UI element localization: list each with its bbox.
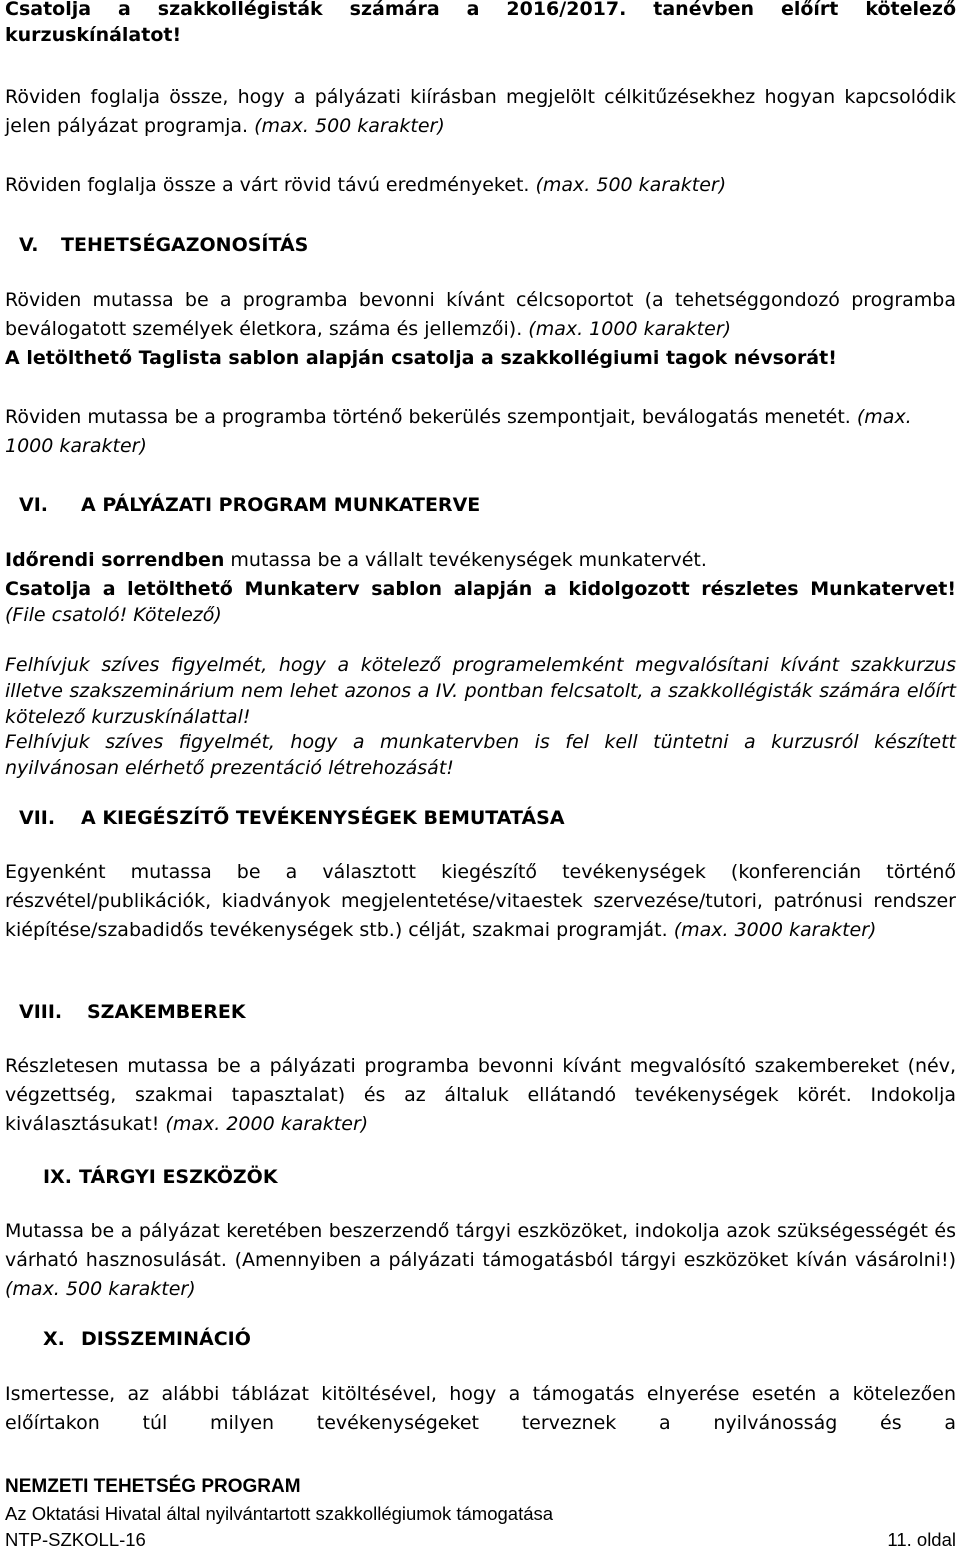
section-heading-ix: IX. TÁRGYI ESZKÖZÖK [43,1166,278,1188]
intro-paragraph-2: Röviden foglalja össze a várt rövid távú eredményeket. (max. 500 karakter) [5,174,727,196]
footer-program-name: NEMZETI TEHETSÉG PROGRAM [5,1476,301,1497]
char-limit: (max. 1000 karakter) [528,318,732,340]
section-ix-paragraph: Mutassa be a pályázat keretében beszerzendő tárgyi eszközöket, indokolja azok szükségességét és várható hasznosulását. (Amennyiben a pályázati támogatásból tárgyi eszközöket kíván vásárolni!) (max. 500 karakter) [5,1220,956,1300]
char-limit: (max. 3000 karakter) [673,919,877,941]
section-v-paragraph-1: Röviden mutassa be a programba bevonni kívánt célcsoportot (a tehetséggondozó programba beválogatott személyek életkora, száma és jellemzői). (max. 1000 karakter) A letölthető Taglista sablon alapján csatolja a szakkollégiumi tagok névsorát! [5,289,956,369]
section-v-paragraph-2: Röviden mutassa be a programba történő bekerülés szempontjait, beválogatás menetét. (max. 1000 karakter) [5,406,912,457]
footer-bar [5,1529,956,1551]
char-limit: (max. 500 karakter) [535,174,727,196]
intro-paragraph-1: Röviden foglalja össze, hogy a pályázati kiírásban megjelölt célkitűzésekhez hogyan kapcsolódik jelen pályázat programja. (max. 500 karakter) [5,86,956,137]
section-vi-notice-1: Felhívjuk szíves figyelmét, hogy a kötelező programelemként megvalósítani kívánt szakkurzus illetve szakszeminárium nem lehet azonos a IV. pontban felcsatolt, a szakkollégisták számára előírt kötelező kurzuskínálattal! [5,654,956,728]
footer-subtitle: Az Oktatási Hivatal által nyilvántartott szakkollégiumok támogatása [5,1503,554,1524]
intro-bold-text: Csatolja a szakkollégisták számára a 2016/2017. tanévben előírt kötelező kurzuskínálatot! [5,0,956,46]
section-heading-vi: VI. A PÁLYÁZATI PROGRAM MUNKATERVE [19,494,481,516]
section-heading-vii: VII. A KIEGÉSZÍTŐ TEVÉKENYSÉGEK BEMUTATÁSA [19,807,565,829]
char-limit: (max. 500 karakter) [5,1278,196,1300]
section-x-paragraph: Ismertesse, az alábbi táblázat kitöltésével, hogy a támogatás elnyerése esetén a kötelezően előírtakon túl milyen tevékenységeket terveznek a nyilvánosság és a [5,1383,956,1434]
page-number: 11. oldal [887,1529,956,1550]
section-vii-paragraph: Egyenként mutassa be a választott kiegészítő tevékenységek (konferencián történő részvétel/publikációk, kiadványok megjelentetése/vitaestek szervezése/tutori, patrónusi rendszer kiépítése/szabadidős tevékenységek stb.) célját, szakmai programját. (max. 3000 karakter) [5,861,956,941]
section-heading-viii: VIII. SZAKEMBEREK [19,1001,246,1023]
char-limit: (max. 500 karakter) [254,115,445,137]
section-heading-v: V. TEHETSÉGAZONOSÍTÁS [19,234,309,256]
char-limit: (max. 2000 karakter) [165,1113,369,1135]
instruction-bold: A letölthető Taglista sablon alapján csatolja a szakkollégiumi tagok névsorát! [5,347,837,369]
section-vi-paragraph-2: Csatolja a letölthető Munkaterv sablon alapján a kidolgozott részletes Munkatervet! (File csatoló! Kötelező) [5,578,956,626]
section-vi-paragraph-1: Időrendi sorrendben mutassa be a vállalt tevékenységek munkatervét. [5,549,707,571]
section-viii-paragraph: Részletesen mutassa be a pályázati programba bevonni kívánt megvalósító szakembereket (név, végzettség, szakmai tapasztalat) és az általuk ellátandó tevékenységek körét. Indokolja kiválasztásukat! (max. 2000 karakter) [5,1055,956,1135]
footer-code: NTP-SZKOLL-16 [5,1529,146,1550]
section-heading-x: X. DISSZEMINÁCIÓ [43,1328,251,1350]
section-vi-notice-2: Felhívjuk szíves figyelmét, hogy a munkatervben is fel kell tüntetni a kurzusról készített nyilvánosan elérhető prezentáció létrehozását! [5,731,956,779]
char-limit: (max. 1000 karakter) [5,406,912,457]
